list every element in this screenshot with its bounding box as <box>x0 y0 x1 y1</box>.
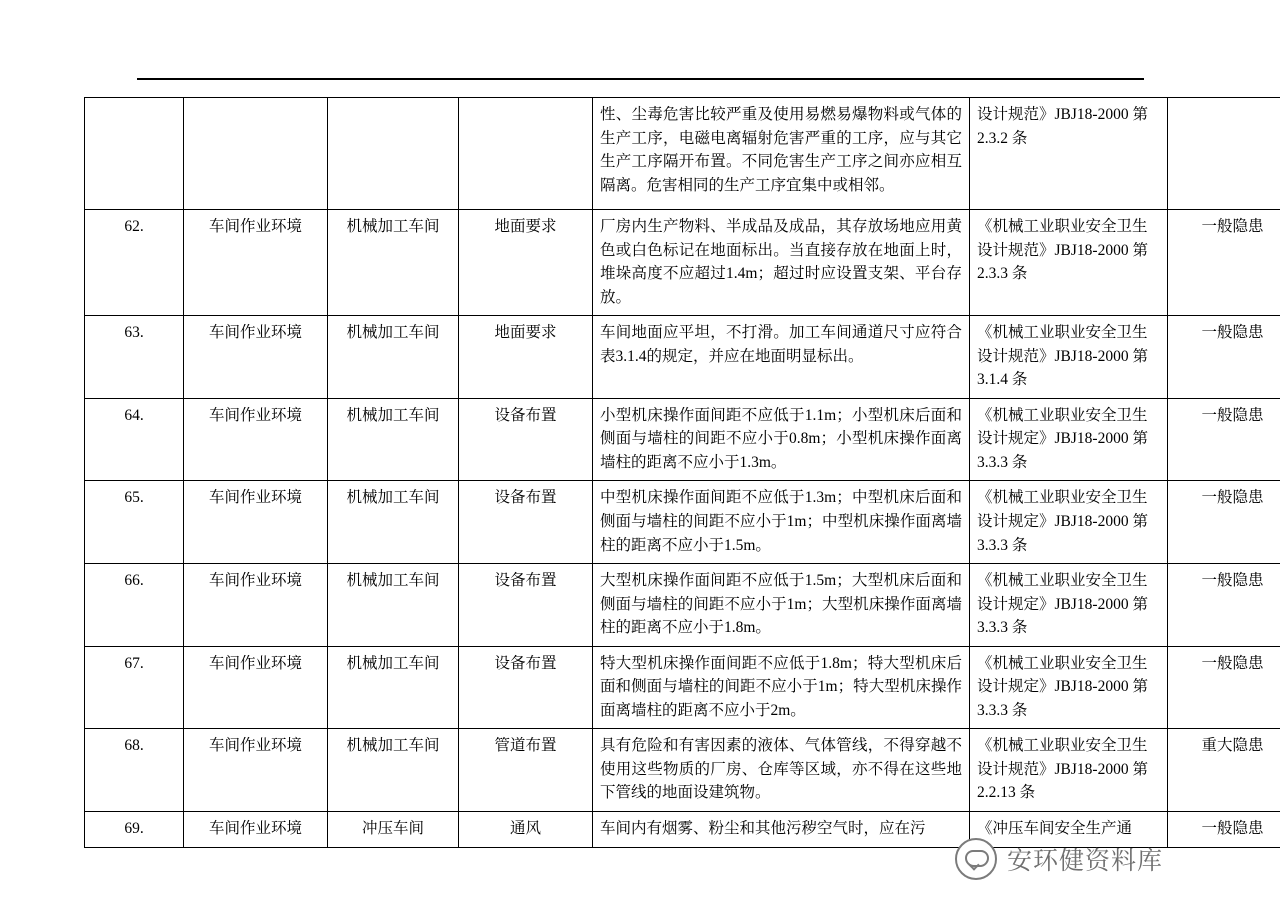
cell-reference: 《机械工业职业安全卫生设计规定》JBJ18-2000 第3.3.3 条 <box>970 646 1168 729</box>
cell-level: 重大隐患 <box>1168 729 1280 812</box>
cell-reference: 《冲压车间安全生产通 <box>970 812 1168 848</box>
wechat-account-icon <box>955 838 997 880</box>
table-row <box>85 646 1280 729</box>
cell-level: 一般隐患 <box>1168 210 1280 316</box>
cell-area: 车间作业环境 <box>184 398 328 481</box>
cell-number: 64. <box>85 398 184 481</box>
cell-description: 特大型机床操作面间距不应低于1.8m；特大型机床后面和侧面与墙柱的间距不应小于1m；特大型机床操作面离墙柱的距离不应小于2m。 <box>593 646 970 729</box>
cell-level: 一般隐患 <box>1168 481 1280 564</box>
table-body <box>85 98 1280 848</box>
cell-description: 具有危险和有害因素的液体、气体管线，不得穿越不使用这些物质的厂房、仓库等区域，亦不得在这些地下管线的地面设建筑物。 <box>593 729 970 812</box>
cell-level: 一般隐患 <box>1168 316 1280 399</box>
cell-shop: 机械加工车间 <box>328 646 459 729</box>
cell-number: 68. <box>85 729 184 812</box>
cell-description: 厂房内生产物料、半成品及成品，其存放场地应用黄色或白色标记在地面标出。当直接存放在地面上时，堆垛高度不应超过1.4m；超过时应设置支架、平台存放。 <box>593 210 970 316</box>
table-row <box>85 210 1280 316</box>
cell-shop: 机械加工车间 <box>328 729 459 812</box>
cell-reference: 《机械工业职业安全卫生设计规定》JBJ18-2000 第3.3.3 条 <box>970 564 1168 647</box>
cell-level: 一般隐患 <box>1168 398 1280 481</box>
cell-level: 一般隐患 <box>1168 812 1280 848</box>
cell-description: 中型机床操作面间距不应低于1.3m；中型机床后面和侧面与墙柱的间距不应小于1m；中型机床操作面离墙柱的距离不应小于1.5m。 <box>593 481 970 564</box>
cell-description: 性、尘毒危害比较严重及使用易燃易爆物料或气体的生产工序，电磁电离辐射危害严重的工序，应与其它生产工序隔开布置。不同危害生产工序之间亦应相互隔离。危害相同的生产工序宜集中或相邻。 <box>593 98 970 210</box>
cell-description: 小型机床操作面间距不应低于1.1m；小型机床后面和侧面与墙柱的间距不应小于0.8m；小型机床操作面离墙柱的距离不应小于1.3m。 <box>593 398 970 481</box>
cell-item: 设备布置 <box>459 481 593 564</box>
cell-item <box>459 98 593 210</box>
cell-level <box>1168 98 1280 210</box>
cell-reference: 《机械工业职业安全卫生设计规定》JBJ18-2000 第3.3.3 条 <box>970 398 1168 481</box>
cell-number: 69. <box>85 812 184 848</box>
cell-description: 大型机床操作面间距不应低于1.5m；大型机床后面和侧面与墙柱的间距不应小于1m；大型机床操作面离墙柱的距离不应小于1.8m。 <box>593 564 970 647</box>
table-row <box>85 398 1280 481</box>
cell-item: 设备布置 <box>459 646 593 729</box>
table-row <box>85 481 1280 564</box>
cell-reference: 《机械工业职业安全卫生设计规范》JBJ18-2000 第3.1.4 条 <box>970 316 1168 399</box>
cell-area: 车间作业环境 <box>184 812 328 848</box>
cell-number: 63. <box>85 316 184 399</box>
cell-area <box>184 98 328 210</box>
cell-reference: 《机械工业职业安全卫生设计规定》JBJ18-2000 第3.3.3 条 <box>970 481 1168 564</box>
cell-item: 通风 <box>459 812 593 848</box>
table-row <box>85 564 1280 647</box>
cell-area: 车间作业环境 <box>184 729 328 812</box>
cell-area: 车间作业环境 <box>184 210 328 316</box>
cell-shop <box>328 98 459 210</box>
cell-item: 管道布置 <box>459 729 593 812</box>
inspection-table-container <box>84 97 1264 848</box>
header-rule <box>137 78 1144 80</box>
cell-description: 车间地面应平坦，不打滑。加工车间通道尺寸应符合表3.1.4的规定，并应在地面明显标出。 <box>593 316 970 399</box>
cell-area: 车间作业环境 <box>184 316 328 399</box>
cell-reference: 设计规范》JBJ18-2000 第2.3.2 条 <box>970 98 1168 210</box>
cell-shop: 机械加工车间 <box>328 564 459 647</box>
cell-item: 设备布置 <box>459 398 593 481</box>
cell-level: 一般隐患 <box>1168 564 1280 647</box>
watermark-label: 安环健资料库 <box>1007 847 1164 875</box>
cell-number: 66. <box>85 564 184 647</box>
cell-item: 地面要求 <box>459 210 593 316</box>
cell-reference: 《机械工业职业安全卫生设计规范》JBJ18-2000 第2.2.13 条 <box>970 729 1168 812</box>
cell-number: 67. <box>85 646 184 729</box>
cell-shop: 机械加工车间 <box>328 210 459 316</box>
cell-area: 车间作业环境 <box>184 646 328 729</box>
cell-level: 一般隐患 <box>1168 646 1280 729</box>
watermark <box>955 838 1163 880</box>
cell-number: 62. <box>85 210 184 316</box>
cell-shop: 冲压车间 <box>328 812 459 848</box>
cell-item: 地面要求 <box>459 316 593 399</box>
table-row <box>85 729 1280 812</box>
cell-item: 设备布置 <box>459 564 593 647</box>
cell-shop: 机械加工车间 <box>328 316 459 399</box>
table-row <box>85 98 1280 210</box>
cell-number <box>85 98 184 210</box>
cell-area: 车间作业环境 <box>184 564 328 647</box>
inspection-table <box>84 97 1280 848</box>
cell-description: 车间内有烟雾、粉尘和其他污秽空气时，应在污 <box>593 812 970 848</box>
cell-number: 65. <box>85 481 184 564</box>
table-row <box>85 316 1280 399</box>
cell-shop: 机械加工车间 <box>328 398 459 481</box>
cell-area: 车间作业环境 <box>184 481 328 564</box>
cell-reference: 《机械工业职业安全卫生设计规范》JBJ18-2000 第2.3.3 条 <box>970 210 1168 316</box>
cell-shop: 机械加工车间 <box>328 481 459 564</box>
